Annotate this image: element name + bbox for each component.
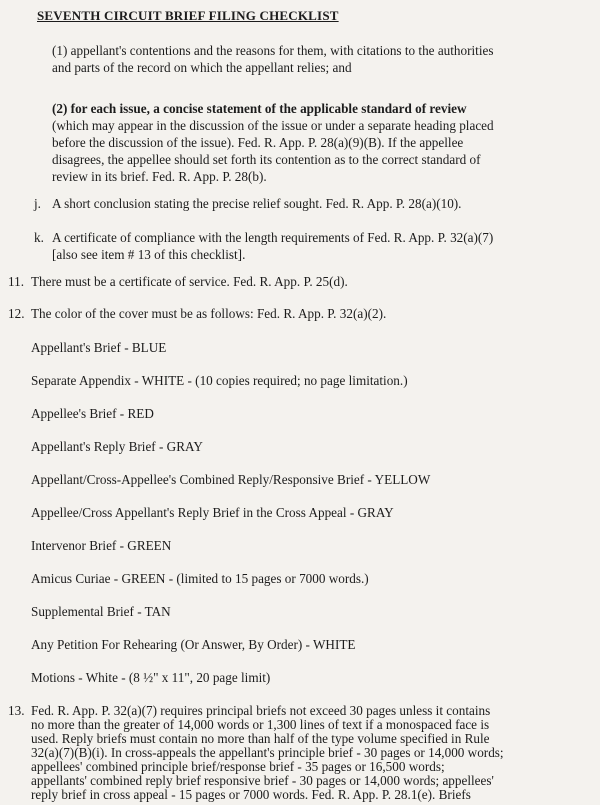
sub-item-1-line-2: and parts of the record on which the appellant relies; and [52, 60, 352, 75]
item-13-line-5: appellees' combined principle brief/response brief - 35 pages or 16,500 words; [31, 759, 445, 774]
item-13-line-1: Fed. R. App. P. 32(a)(7) requires principal briefs not exceed 30 pages unless it contains [31, 703, 491, 718]
item-12-text: The color of the cover must be as follows: Fed. R. App. P. 32(a)(2). [31, 306, 387, 321]
sub-item-2-line-2: before the discussion of the issue). Fed. R. App. P. 28(a)(9)(B). If the appellee [52, 135, 464, 150]
sub-item-2-line-1: (which may appear in the discussion of the issue or under a separate heading placed [52, 118, 494, 133]
item-11-text: There must be a certificate of service. Fed. R. App. P. 25(d). [31, 274, 348, 289]
item-13-marker: 13. [8, 703, 25, 718]
item-j-text: A short conclusion stating the precise relief sought. Fed. R. App. P. 28(a)(10). [52, 196, 462, 211]
item-13-line-7: reply brief in cross appeal - 15 pages or 7000 words. Fed. R. App. P. 28.1(e). Briefs [31, 787, 471, 802]
cover-color-item: Motions - White - (8 ½" x 11", 20 page limit) [31, 670, 271, 685]
sub-item-1-line-1: (1) appellant's contentions and the reasons for them, with citations to the authorities [52, 43, 494, 58]
item-j-marker: j. [34, 196, 41, 211]
cover-color-item: Amicus Curiae - GREEN - (limited to 15 pages or 7000 words.) [31, 571, 369, 586]
cover-color-item: Appellant's Brief - BLUE [31, 340, 167, 355]
item-11-marker: 11. [8, 274, 24, 289]
cover-color-item: Appellee/Cross Appellant's Reply Brief in the Cross Appeal - GRAY [31, 505, 394, 520]
item-k-line-1: A certificate of compliance with the length requirements of Fed. R. App. P. 32(a)(7) [52, 230, 494, 245]
item-13-line-3: used. Reply briefs must contain no more than half of the type volume specified in Rule [31, 731, 490, 746]
cover-color-item: Appellant/Cross-Appellee's Combined Reply/Responsive Brief - YELLOW [31, 472, 431, 487]
page-title: SEVENTH CIRCUIT BRIEF FILING CHECKLIST [37, 8, 339, 23]
cover-color-item: Appellant's Reply Brief - GRAY [31, 439, 203, 454]
item-13-line-6: appellants' combined reply brief responsive brief - 30 pages or 14,000 words; appellees' [31, 773, 494, 788]
item-13-line-2: no more than the greater of 14,000 words or 1,300 lines of text if a monospaced face is [31, 717, 490, 732]
sub-item-2-line-3: disagrees, the appellee should set forth its contention as to the correct standard of [52, 152, 481, 167]
item-k-line-2: [also see item # 13 of this checklist]. [52, 247, 246, 262]
item-13-line-4: 32(a)(7)(B)(i). In cross-appeals the appellant's principle brief - 30 pages or 14,000 words; [31, 745, 504, 760]
cover-color-item: Supplemental Brief - TAN [31, 604, 171, 619]
standard-of-review-bold: (2) for each issue, a concise statement of the applicable standard of review [52, 101, 467, 116]
sub-item-2-line-4: review in its brief. Fed. R. App. P. 28(b). [52, 169, 267, 184]
cover-color-item: Intervenor Brief - GREEN [31, 538, 172, 553]
cover-color-item: Separate Appendix - WHITE - (10 copies required; no page limitation.) [31, 373, 408, 388]
cover-color-item: Appellee's Brief - RED [31, 406, 154, 421]
cover-color-item: Any Petition For Rehearing (Or Answer, By Order) - WHITE [31, 637, 356, 652]
item-k-marker: k. [34, 230, 44, 245]
item-12-marker: 12. [8, 306, 25, 321]
sub-item-2-heading [52, 100, 467, 117]
